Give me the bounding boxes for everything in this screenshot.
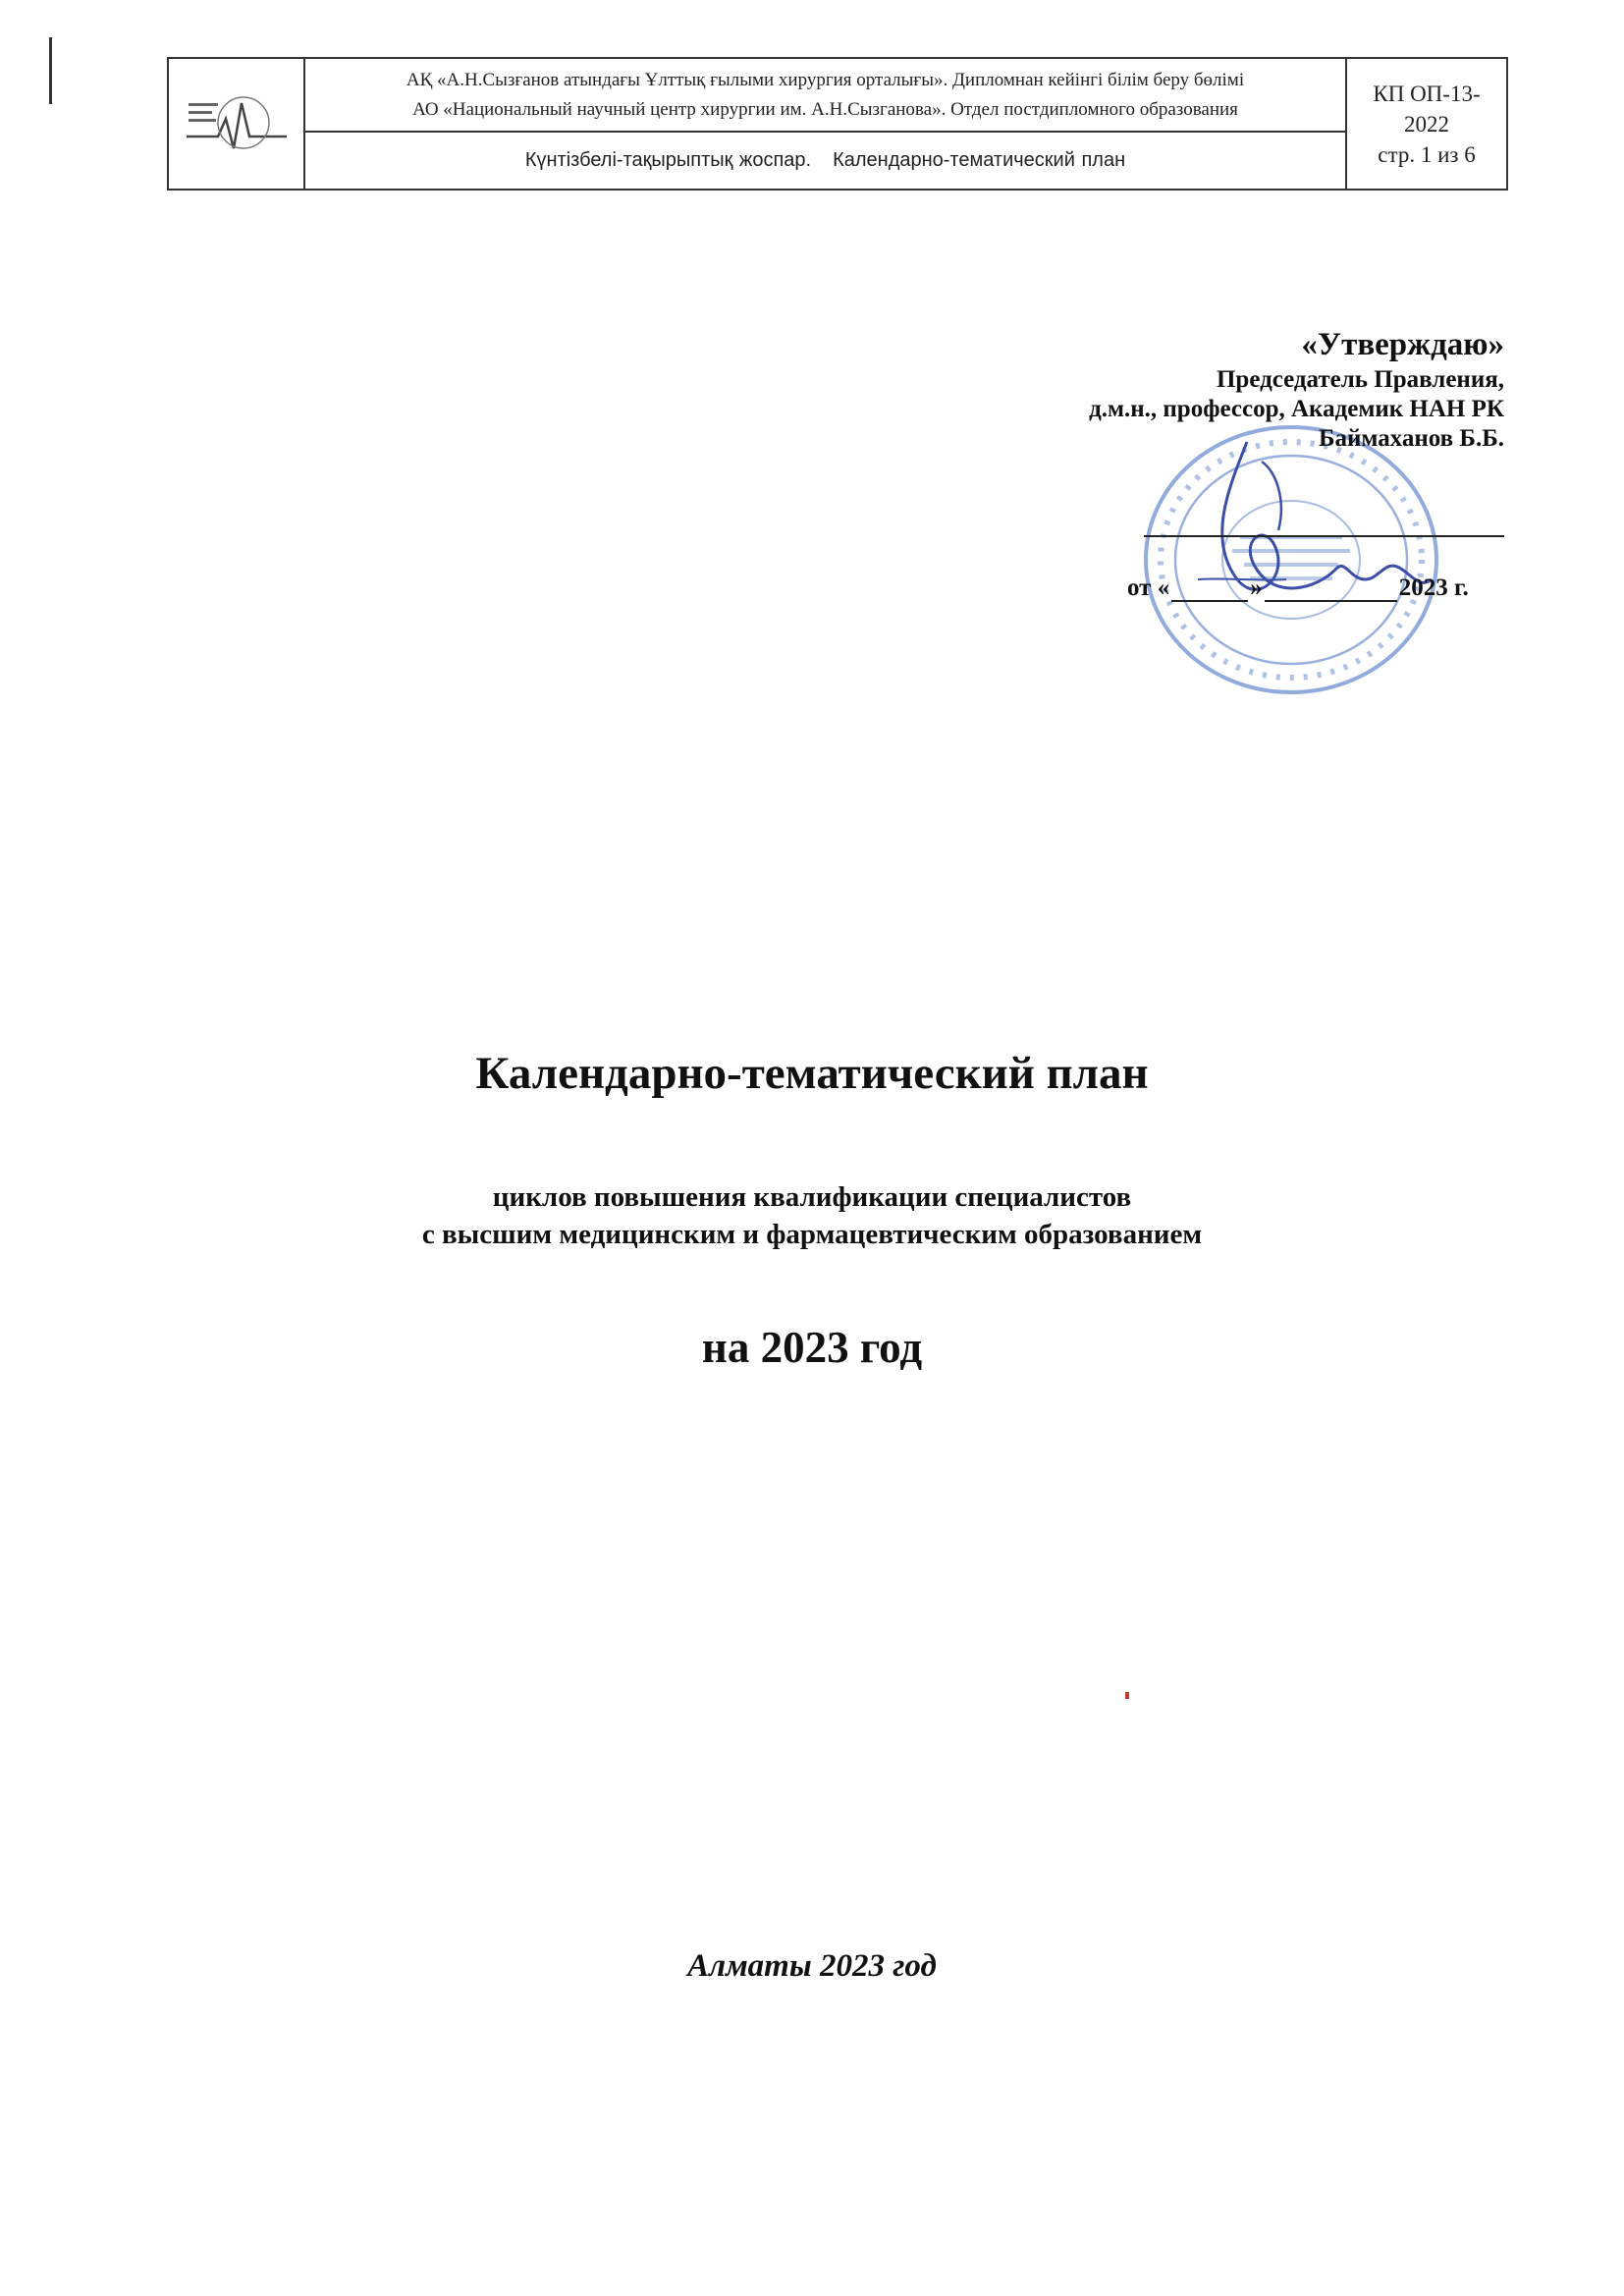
approval-block — [1089, 324, 1504, 454]
header-code-cell — [1347, 59, 1506, 189]
org-line-kz: АҚ «А.Н.Сызғанов атындағы Ұлттық ғылыми хирургия орталығы». Дипломнан кейінгі білім беру бөлімі — [406, 69, 1245, 90]
approver-position: Председатель Правления, — [1216, 366, 1504, 393]
date-prefix: от « — [1127, 574, 1170, 601]
header-middle-cell — [305, 59, 1347, 189]
approver-name: Баймаханов Б.Б. — [1318, 425, 1504, 452]
header-organization — [305, 59, 1345, 133]
document-subtitle-line1: циклов повышения квалификации специалистов — [492, 1181, 1132, 1213]
header-logo-cell — [169, 59, 305, 189]
doc-type-kz: Күнтізбелі-тақырыптық жоспар. — [524, 149, 812, 171]
approval-date — [1127, 574, 1469, 602]
doc-code-line1: КП ОП-13- — [1373, 81, 1481, 106]
day-blank — [1171, 574, 1248, 602]
doc-code-line2: 2022 — [1404, 111, 1449, 137]
approval-title: «Утверждаю» — [1301, 327, 1504, 362]
header-doc-type — [305, 133, 1345, 189]
signature-line — [1144, 535, 1504, 537]
page-info: стр. 1 из 6 — [1378, 141, 1476, 167]
stray-red-mark — [1125, 1692, 1129, 1699]
date-suffix: 2023 г. — [1398, 574, 1469, 601]
org-line-ru: АО «Национальный научный центр хирургии им. А.Н.Сызганова». Отдел постдипломного образования — [412, 98, 1238, 120]
document-subtitle-line2: с высшим медицинским и фармацевтическим образованием — [421, 1219, 1203, 1250]
document-year: на 2023 год — [701, 1323, 923, 1372]
date-mid: » — [1250, 574, 1263, 601]
approver-degrees: д.м.н., профессор, Академик НАН РК — [1089, 396, 1504, 422]
month-blank — [1265, 574, 1397, 602]
doc-type-ru: Календарно-тематический план — [833, 149, 1126, 171]
document-header-table — [167, 57, 1508, 191]
ecg-heartbeat-logo-icon — [183, 89, 291, 158]
city-year-footer: Алматы 2023 год — [687, 1948, 937, 1984]
scan-edge-mark — [49, 37, 52, 104]
document-title: Календарно-тематический план — [475, 1048, 1149, 1099]
